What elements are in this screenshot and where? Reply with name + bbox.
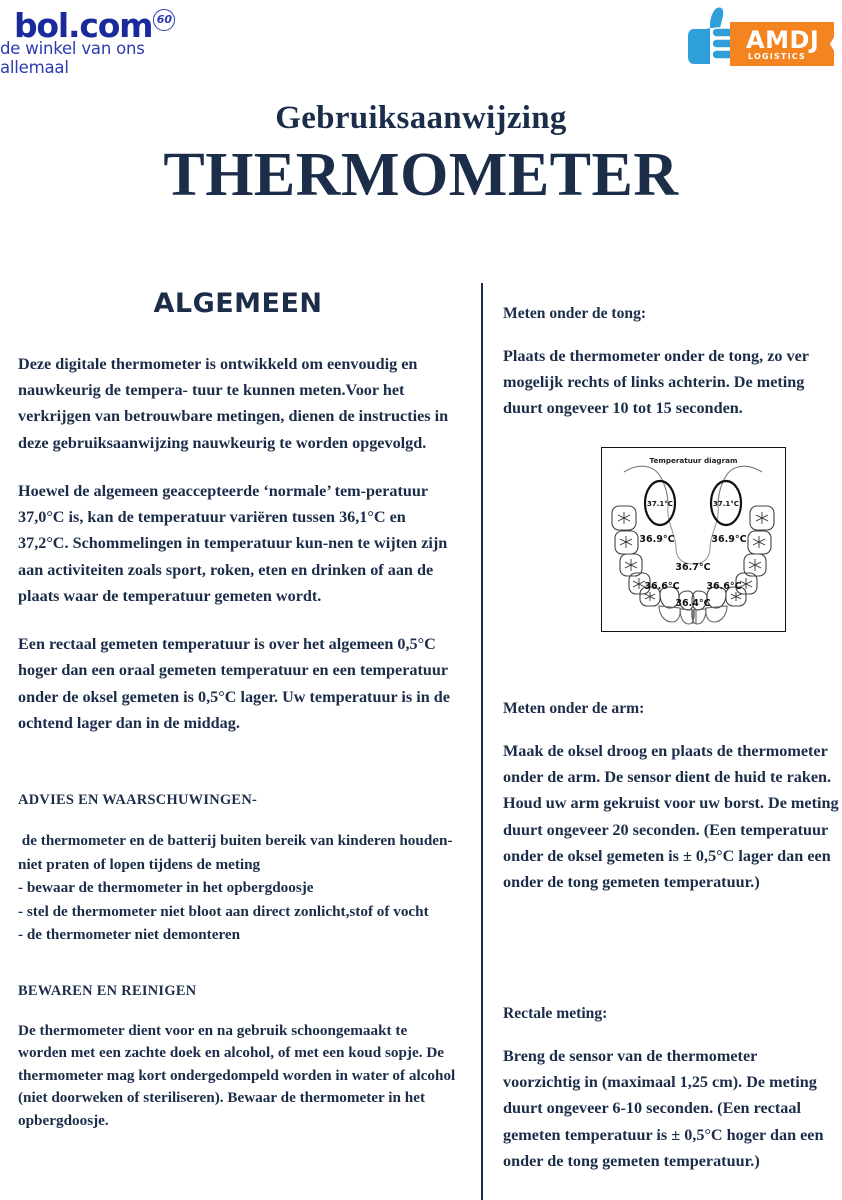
diagram-label-front: 36.4°C	[675, 598, 711, 609]
left-column	[18, 288, 458, 1156]
right-column	[503, 305, 833, 422]
mouth-arch-diagram	[602, 448, 784, 630]
temperature-diagram	[601, 447, 786, 632]
paragraph-normal-range: Hoewel de algemeen geaccepteerde ‘normale’ tem-peratuur 37,0°C is, kan de temperatuur variëren tussen 36,1°C en 37,2°C. Schommelingen in temperatuur kun-nen te wijten zijn aan activiteiten zoals sport, roken, eten en drinken of aan de plaats waar de temperatuur gemeten wordt.	[18, 481, 448, 605]
rectal-section	[503, 1005, 833, 1174]
diagram-title: Temperatuur diagram	[649, 456, 738, 465]
diagram-label-sublingual-left: 37.1°C	[647, 500, 673, 508]
document-subtitle: Gebruiksaanwijzing	[275, 100, 567, 136]
paragraph-rectal-oral-diff: Een rectaal gemeten temperatuur is over het algemeen 0,5°C hoger dan een oraal gemeten temperatuur en een temperatuur onder de oksel gemeten is 0,5°C lager. Uw temperatuur is in de ochtend lager dan in de middag.	[18, 635, 450, 732]
armpit-section	[503, 700, 842, 895]
diagram-label-mid-left: 36.9°C	[639, 534, 675, 545]
section-heading-oral: Meten onder de tong:	[503, 305, 647, 322]
rectal-text: Breng de sensor van de thermometer voorzichtig in (maximaal 1,25 cm). De meting duurt ongeveer 6-10 seconden. (Een rectaal gemeten temperatuur is ± 0,5°C hoger dan een onder de tong gemeten temperatuur.)	[503, 1047, 824, 1170]
list-item: - de thermometer niet demonteren	[18, 926, 241, 944]
paragraph-intro: Deze digitale thermometer is ontwikkeld om eenvoudig en nauwkeurig de tempera- tuur te kunnen meten.Voor het verkrijgen van betrouwbare metingen, dienen de instructies in deze gebruiksaanwijzing nauwkeurig te worden opgevolgd.	[18, 355, 449, 452]
bol-tagline: de winkel van ons allemaal	[0, 39, 145, 77]
list-item: - bewaar de thermometer in het opbergdoosje	[18, 879, 314, 897]
bol-wordmark: bol.com	[14, 6, 153, 45]
diagram-label-lower-left: 36.6°C	[644, 581, 680, 592]
amdj-title: AMDJ	[746, 26, 820, 54]
section-heading-algemeen: ALGEMEEN	[153, 288, 323, 319]
amdj-logistics-logo	[686, 4, 834, 68]
advice-list	[18, 829, 458, 947]
diagram-label-lower-right: 36.6°C	[706, 581, 742, 592]
section-heading-advies: ADVIES EN WAARSCHUWINGEN-	[18, 792, 258, 809]
column-divider	[481, 283, 483, 1200]
diagram-label-mid-right: 36.9°C	[711, 534, 747, 545]
cleaning-text: De thermometer dient voor en na gebruik schoongemaakt te worden met een zachte doek en alcohol, of met een koud sopje. De thermometer mag kort ondergedompeld worden in water of alcohol (niet doorweken of steriliseren). Bewaar de thermometer in het opbergdoosje.	[18, 1021, 456, 1129]
armpit-text: Maak de oksel droog en plaats de thermometer onder de arm. De sensor dient de huid te raken. Houd uw arm gekruist voor uw borst. De meting duurt ongeveer 20 seconden. (Een temperatuur onder de oksel gemeten is ± 0,5°C lager dan een onder de tong gemeten temperatuur.)	[503, 742, 839, 892]
oral-text: Plaats de thermometer onder de tong, zo ver mogelijk rechts of links achterin. De meting duurt ongeveer 10 tot 15 seconden.	[503, 347, 809, 418]
page-title: THERMOMETER	[163, 141, 679, 209]
amdj-subtitle: LOGISTICS	[748, 52, 806, 61]
diagram-label-center: 36.7°C	[675, 562, 711, 573]
bol-com-logo	[0, 6, 210, 77]
bol-60-mark-icon: 60	[153, 9, 175, 31]
section-heading-bewaren: BEWAREN EN REINIGEN	[18, 982, 197, 999]
section-heading-armpit: Meten onder de arm:	[503, 700, 645, 717]
section-heading-rectal: Rectale meting:	[503, 1005, 608, 1022]
list-item: de thermometer en de batterij buiten bereik van kinderen houden- niet praten of lopen tijdens de meting	[18, 832, 457, 873]
diagram-label-sublingual-right: 37.1°C	[713, 500, 739, 508]
list-item: - stel de thermometer niet bloot aan direct zonlicht,stof of vocht	[18, 902, 429, 920]
